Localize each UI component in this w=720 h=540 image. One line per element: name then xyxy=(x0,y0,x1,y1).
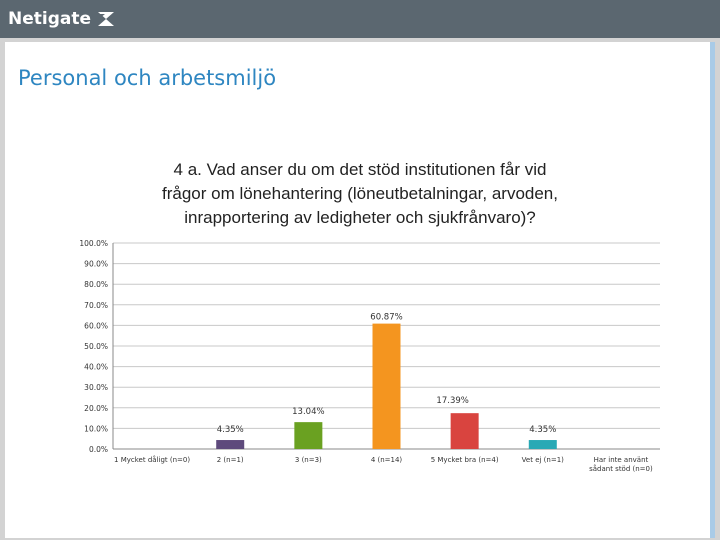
y-tick-label: 100.0% xyxy=(79,239,108,248)
data-label: 13.04% xyxy=(292,407,325,418)
data-label: 4.35% xyxy=(529,425,557,436)
category-label: 4 (n=14) xyxy=(370,456,403,464)
y-tick-label: 80.0% xyxy=(84,280,108,290)
y-tick-label: 20.0% xyxy=(84,403,108,413)
category-label: 1 Mycket dåligt (n=0) xyxy=(114,456,191,464)
y-tick-label: 50.0% xyxy=(84,342,108,351)
y-tick-label: 40.0% xyxy=(84,362,108,372)
chart-title-line-1: 4 a. Vad anser du om det stöd institutionen får vid xyxy=(173,160,547,179)
bar xyxy=(529,440,557,449)
chart-title-line-3: inrapportering av ledigheter och sjukfrånvaro)? xyxy=(184,208,536,227)
brand-name: Netigate xyxy=(8,9,92,29)
bar xyxy=(451,413,479,449)
chart-title-line-2: frågor om lönehantering (löneutbetalningar, arvoden, xyxy=(162,184,558,203)
bar xyxy=(216,440,244,449)
y-tick-label: 60.0% xyxy=(84,321,108,331)
y-tick-label: 0.0% xyxy=(88,445,108,454)
y-tick-label: 90.0% xyxy=(84,259,108,269)
y-tick-label: 30.0% xyxy=(84,383,108,393)
category-label: 2 (n=1) xyxy=(216,456,244,464)
bar xyxy=(373,324,401,449)
category-label: 3 (n=3) xyxy=(294,456,322,464)
category-label: Har inte använt sådant stöd (n=0) xyxy=(589,456,653,473)
category-label: Vet ej (n=1) xyxy=(521,456,564,464)
page-title: Personal och arbetsmiljö xyxy=(18,66,277,90)
bar xyxy=(294,422,322,449)
y-tick-label: 10.0% xyxy=(84,424,108,434)
data-label: 60.87% xyxy=(370,312,403,323)
y-tick-label: 70.0% xyxy=(84,300,108,310)
category-label: 5 Mycket bra (n=4) xyxy=(430,456,499,464)
data-label: 17.39% xyxy=(436,396,469,407)
data-label: 4.35% xyxy=(216,425,244,436)
